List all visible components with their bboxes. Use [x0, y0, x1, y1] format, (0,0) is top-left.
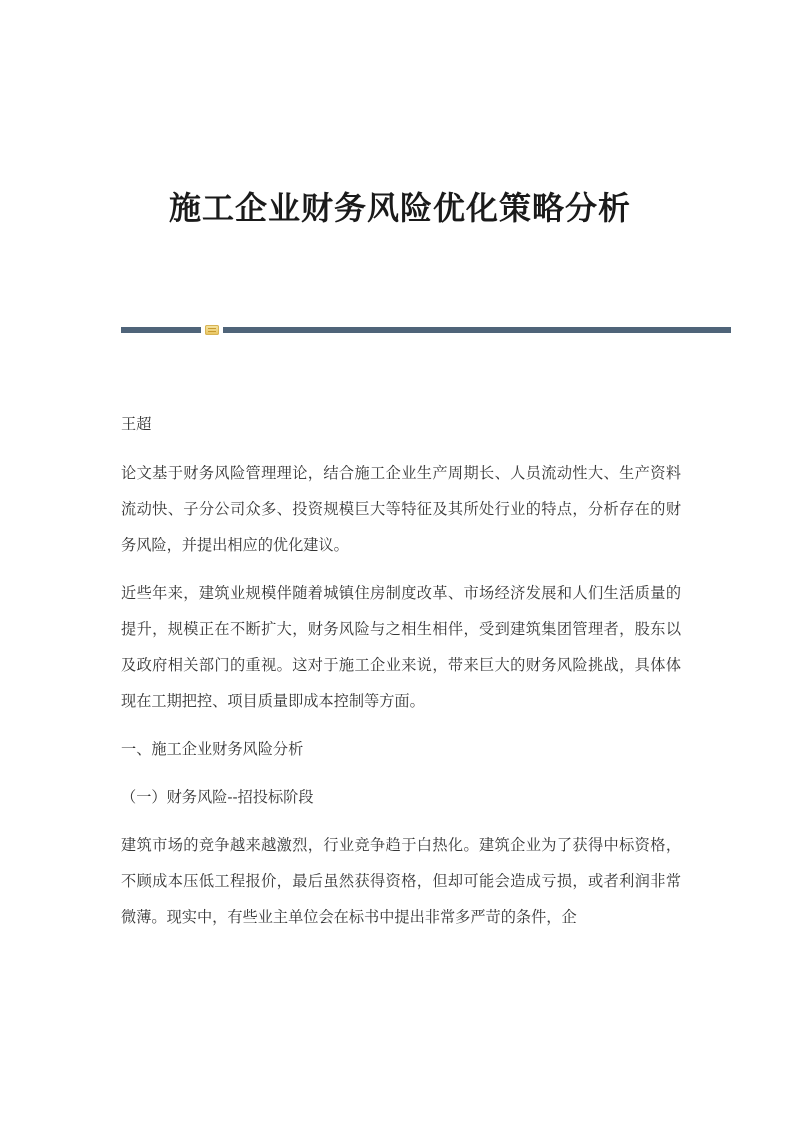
divider-badge-icon: [205, 325, 219, 335]
document-title: 施工企业财务风险优化策略分析: [168, 189, 631, 227]
author-name: 王超: [121, 415, 152, 433]
document-body: [121, 406, 681, 947]
divider-right-segment: [223, 327, 731, 333]
title-divider: [121, 326, 731, 334]
divider-left-segment: [121, 327, 201, 333]
section-heading: 一、施工企业财务风险分析: [121, 740, 304, 758]
abstract-paragraph: 论文基于财务风险管理理论，结合施工企业生产周期长、人员流动性大、生产资料流动快、子分公司众多、投资规模巨大等特征及其所处行业的特点，分析存在的财务风险，并提出相应的优化建议。: [121, 464, 681, 554]
body-paragraph: 建筑市场的竞争越来越激烈，行业竞争趋于白热化。建筑企业为了获得中标资格，不顾成本压低工程报价，最后虽然获得资格，但却可能会造成亏损，或者利润非常微薄。现实中，有些业主单位会在标书中提出非常多严苛的条件，企: [121, 836, 681, 926]
intro-paragraph: 近些年来，建筑业规模伴随着城镇住房制度改革、市场经济发展和人们生活质量的提升，规模正在不断扩大，财务风险与之相生相伴，受到建筑集团管理者，股东以及政府相关部门的重视。这对于施工企业来说，带来巨大的财务风险挑战，具体体现在工期把控、项目质量即成本控制等方面。: [121, 584, 681, 710]
subsection-heading: （一）财务风险--招投标阶段: [121, 788, 314, 806]
